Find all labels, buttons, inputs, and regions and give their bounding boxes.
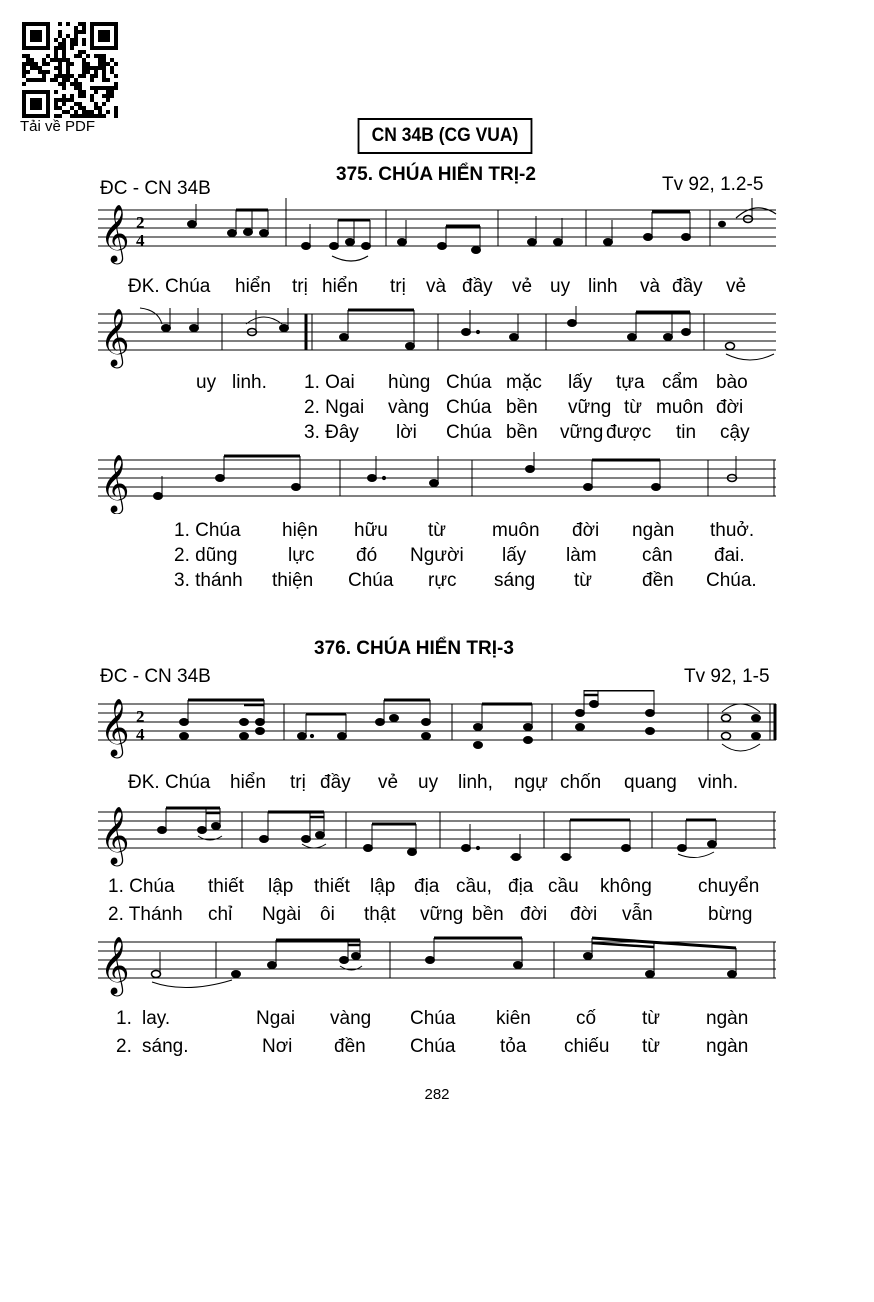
page-number: 282 <box>424 1086 450 1103</box>
song-375-lyrics-1: ĐK. Chúa hiển trị hiển trị và đầy vẻ uy linh và đầy vẻ <box>128 276 747 297</box>
song-375-staff-3 <box>96 452 778 514</box>
song-375-title: 375. CHÚA HIỂN TRỊ-2 <box>336 164 536 185</box>
treble-clef-icon: 𝄞 <box>100 806 130 864</box>
treble-clef-icon: 𝄞 <box>100 698 130 756</box>
treble-clef-icon: 𝄞 <box>100 308 130 366</box>
song-375-staff-1 <box>96 196 778 278</box>
time-signature-bottom: 4 <box>136 231 145 250</box>
treble-clef-icon: 𝄞 <box>100 936 130 994</box>
time-signature-top: 2 <box>136 707 145 726</box>
qr-code[interactable] <box>22 22 118 118</box>
song-375-lyrics-4: 3. Đây lời Chúa bền vững được tin cậy <box>304 422 750 443</box>
song-376-lyrics-2: 1. Chúa thiết lập thiết lập địa cầu, địa cầu không chuyển <box>108 876 760 897</box>
slurs-and-ties <box>332 208 776 261</box>
song-376-staff-2 <box>96 804 778 868</box>
song-375-left-meta: ĐC - CN 34B <box>100 178 211 199</box>
song-376-left-meta: ĐC - CN 34B <box>100 666 211 687</box>
song-376-lyrics-4: 1. lay. Ngai vàng Chúa kiên cố từ ngàn <box>116 1008 749 1029</box>
time-signature-top: 2 <box>136 213 145 232</box>
time-signature-bottom: 4 <box>136 725 145 744</box>
song-375-lyrics-6: 2. dũng lực đó Người lấy làm cân đai. <box>174 545 745 566</box>
song-375-right-meta: Tv 92, 1.2-5 <box>662 174 764 195</box>
song-376-lyrics-1: ĐK. Chúa hiển trị đầy vẻ uy linh, ngự chốn quang vinh. <box>128 772 739 793</box>
treble-clef-icon: 𝄞 <box>100 454 130 512</box>
song-376-lyrics-5: 2. sáng. Nơi đền Chúa tỏa chiếu từ ngàn <box>116 1036 749 1057</box>
song-376-lyrics-3: 2. Thánh chỉ Ngài ôi thật vững bền đời đời vẫn bừng <box>108 904 753 925</box>
song-376-title: 376. CHÚA HIỂN TRỊ-3 <box>314 638 514 659</box>
qr-download-label[interactable]: Tải về PDF <box>20 118 96 135</box>
song-376-right-meta: Tv 92, 1-5 <box>684 666 770 687</box>
song-375-staff-2 <box>96 306 778 370</box>
song-375-lyrics-7: 3. thánh thiện Chúa rực sáng từ đền Chúa. <box>174 570 757 591</box>
song-375-lyrics-3: 2. Ngai vàng Chúa bền vững từ muôn đời <box>304 397 744 418</box>
staff-lines <box>98 210 776 246</box>
song-375-lyrics-5: 1. Chúa hiện hữu từ muôn đời ngàn thuở. <box>174 520 755 541</box>
treble-clef-icon: 𝄞 <box>100 204 130 262</box>
song-375-lyrics-2: uy linh. 1. Oai hùng Chúa mặc lấy tựa cẩm bào <box>196 372 748 393</box>
section-title-box: CN 34B (CG VUA) <box>358 118 533 154</box>
song-376-staff-3 <box>96 934 778 998</box>
notes <box>188 198 753 254</box>
song-376-staff-1 <box>96 690 778 768</box>
